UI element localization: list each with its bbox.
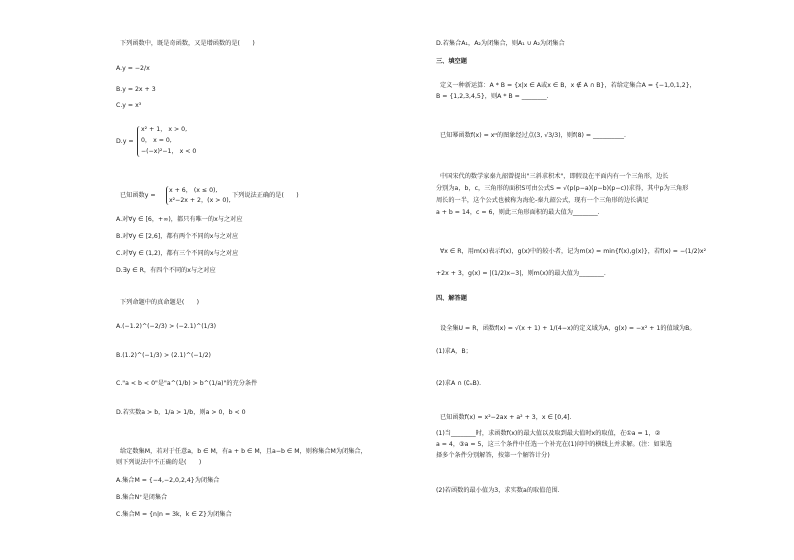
solve-2-part-1-line-3: 择多个条件分别解答，按第一个解答计分)	[436, 452, 550, 459]
q2-option-c: C.对∀y ∈ (1,2)，都有三个不同的x与之对应	[116, 250, 239, 257]
q3-stem: 下列命题中的真命题是( )	[120, 299, 200, 306]
q4-stem-line-2: 则下列说法中不正确的是( )	[116, 459, 202, 466]
section-fill-in-heading: 三、填空题	[436, 58, 467, 65]
q4-option-b: B.集合N⁺是闭集合	[116, 494, 168, 501]
q2-option-a: A.对∀y ∈ [6，+∞)，都只有唯一的x与之对应	[116, 216, 243, 223]
q2-piece-2: x²−2x + 2，(x > 0),	[169, 197, 231, 204]
solve-2-stem: 已知函数f(x) = x²−2ax + a² + 3，x ∈ [0,4].	[440, 414, 572, 421]
solve-1-stem: 设全集U = R，函数f(x) = √(x + 1) + 1/(4−x)的定义域为A，g(x) = −x² + 1的值域为B。	[440, 325, 696, 332]
solve-2-part-1-line-1: (1)当________时，求函数f(x)的最大值以及取到最大值时x的取值，在①a = 1，②	[436, 430, 661, 437]
q2-stem-suffix: 下列说法正确的是( )	[232, 192, 299, 199]
q4-option-d: D.若集合A₁，A₂为闭集合，则A₁ ∪ A₂为闭集合	[436, 40, 565, 47]
fill-3-line-4: a + b = 14，c = 6，则此三角形面积的最大值为________.	[436, 209, 600, 216]
q3-option-b: B.(1.2)^(−1/3) > (2.1)^(−1/2)	[116, 352, 211, 359]
section-answer-heading: 四、解答题	[436, 295, 467, 302]
q2-stem-prefix: 已知函数y =	[120, 192, 156, 199]
q4-stem-line-1: 给定数集M，若对于任意a，b ∈ M，有a + b ∈ M，且a−b ∈ M，则称集合M为闭集合，	[120, 448, 367, 455]
q1-option-d-case-2: 0， x = 0,	[141, 137, 172, 144]
fill-3-line-1: 中国宋代的数学家秦九韶曾提出"三斜求积术"，即假设在平面内有一个三角形，边长	[440, 173, 669, 180]
solve-1-part-1: (1)求A，B；	[436, 348, 472, 355]
q3-option-a: A.(−1.2)^(−2/3) > (−2.1)^(1/3)	[116, 323, 217, 330]
q1-option-d-label: D.y =	[116, 138, 134, 145]
fill-3-line-3: 周长的一半，这个公式也被称为海伦-秦九韶公式，现有一个三角形的边长满足	[436, 197, 649, 204]
q1-option-d-case-3: −(−x)²−1， x < 0	[141, 148, 197, 155]
fill-2: 已知幂函数f(x) = xᵅ的图象经过点(3, √3/3)，则f(8) = __________.	[440, 132, 626, 139]
q1-option-a: A.y = −2/x	[116, 65, 150, 72]
solve-2-part-1-line-2: a = 4，③a = 5，这三个条件中任选一个补充在(1)问中的横线上并求解。(注：如果选	[436, 441, 673, 448]
q2-option-d: D.∃y ∈ R，有四个不同的x与之对应	[116, 267, 216, 274]
fill-1-line-1: 定义一种新运算：A * B = {x|x ∈ A或x ∈ B，x ∉ A ∩ B}，若给定集合A = {−1,0,1,2}，	[440, 82, 696, 89]
q1-option-c: C.y = x³	[116, 102, 142, 109]
q1-option-b: B.y = 2x + 3	[116, 86, 156, 93]
q4-option-c: C.集合M = {n|n = 3k，k ∈ Z}为闭集合	[116, 511, 232, 518]
q3-option-d: D.若实数a > b，1/a > 1/b，则a > 0，b < 0	[116, 409, 246, 416]
fill-4-line-2: +2x + 3，g(x) = |(1/2)x−3|，则m(x)的最大值为________.	[436, 270, 606, 277]
q3-option-c: C."a < b < 0"是"a^(1/b) > b^(1/a)"的充分条件	[116, 380, 258, 387]
q1-stem: 下列函数中，既是奇函数，又是增函数的是( )	[120, 40, 255, 47]
solve-2-part-2: (2)若函数的最小值为3，求实数a的取值范围.	[436, 487, 560, 494]
fill-3-line-2: 分别为a，b，c，三角形的面积S可由公式S = √(p(p−a)(p−b)(p−c))求得，其中p为三角形	[436, 185, 689, 192]
solve-1-part-2: (2)求A ∩ (∁ᵤB).	[436, 380, 482, 387]
fill-4-line-1: ∀x ∈ R，用m(x)表示f(x)，g(x)中的较小者，记为m(x) = min{f(x),g(x)}，若f(x) = −(1/2)x²	[440, 248, 707, 255]
q4-option-a: A.集合M = {−4,−2,0,2,4}为闭集合	[116, 477, 220, 484]
q2-option-b: B.对∀y ∈ [2,6]，都有两个不同的x与之对应	[116, 233, 239, 240]
fill-1-line-2: B = {1,2,3,4,5}，则A * B = ________.	[436, 93, 549, 100]
q2-piece-1: x + 6， (x ≤ 0),	[169, 187, 218, 194]
q1-option-d-case-1: x² + 1， x > 0,	[141, 126, 188, 133]
